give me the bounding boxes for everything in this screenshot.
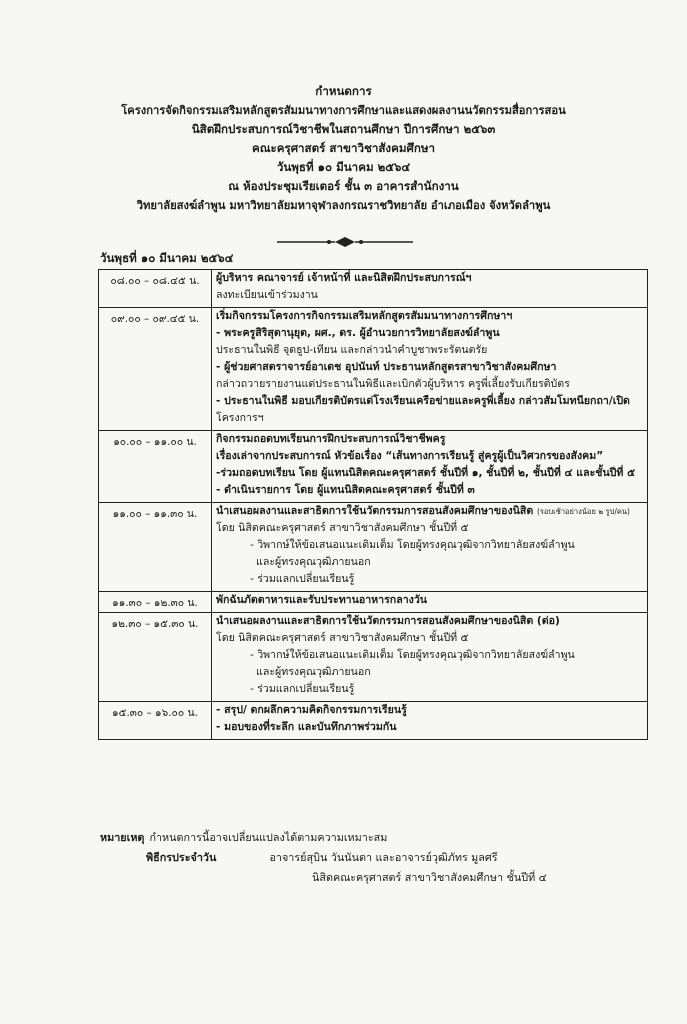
activity-text: กิจกรรมถอดบทเรียนการฝึกประสบการณ์วิชาชีพครู — [216, 433, 446, 445]
activity-text: โครงการฯ — [216, 412, 264, 424]
activity-line — [216, 287, 643, 304]
activity-line — [216, 613, 643, 630]
activity-text: โดย นิสิตคณะครุศาสตร์ สาขาวิชาสังคมศึกษา ชั้นปีที่ ๕ — [216, 522, 469, 534]
mc-names: อาจารย์สุบิน วันนันตา และอาจารย์วุฒิภัทร มูลศรี — [269, 851, 498, 864]
remark-text: กำหนดการนี้อาจเปลี่ยนแปลงได้ตามความเหมาะสม — [149, 831, 388, 844]
schedule-day-heading: วันพุธที่ ๑๐ มีนาคม ๒๕๖๔ — [100, 251, 234, 265]
activity-line — [216, 592, 643, 609]
header-institution: วิทยาลัยสงฆ์ลำพูน มหาวิทยาลัยมหาจุฬาลงกรณราชวิทยาลัย อำเภอเมือง จังหวัดลำพูน — [136, 199, 551, 212]
activity-text: และผู้ทรงคุณวุฒิภายนอก — [256, 556, 371, 568]
activity-line — [216, 503, 643, 520]
time-cell: ๐๙.๐๐ – ๐๙.๔๕ น. — [99, 308, 212, 431]
time-cell: ๐๘.๐๐ – ๐๘.๔๕ น. — [99, 270, 212, 308]
activity-line — [216, 393, 643, 410]
header-title: กำหนดการ — [315, 84, 372, 98]
activity-cell — [212, 592, 648, 613]
activity-line — [216, 571, 643, 588]
activity-text: เริ่มกิจกรรมโครงการกิจกรรมเสริมหลักสูตรสัมมนาทางการศึกษาฯ — [216, 310, 513, 322]
time-cell: ๑๐.๐๐ – ๑๑.๐๐ น. — [99, 431, 212, 503]
header-venue: ณ ห้องประชุมเรียเตอร์ ชั้น ๓ อาคารสำนักงาน — [228, 179, 459, 193]
time-cell: ๑๕.๓๐ – ๑๖.๐๐ น. — [99, 702, 212, 740]
activity-text: -ร่วมถอดบทเรียน โดย ผู้แทนนิสิตคณะครุศาสตร์ ชั้นปีที่ ๑, ชั้นปีที่ ๒, ชั้นปีที่ ๔ และชั้นปีที่ ๕ — [216, 467, 636, 479]
header-project-name: โครงการจัดกิจกรรมเสริมหลักสูตรสัมมนาทางการศึกษาและแสดงผลงานนวัตกรรมสื่อการสอน — [121, 104, 566, 117]
remark-label: หมายเหตุ — [100, 831, 145, 844]
activity-text: พักฉันภัตตาหารและรับประทานอาหารกลางวัน — [216, 594, 428, 606]
activity-line — [216, 465, 643, 482]
activity-cell — [212, 503, 648, 592]
activity-line — [216, 554, 643, 571]
activity-line — [216, 664, 643, 681]
header-participants: นิสิตฝึกประสบการณ์วิชาชีพในสถานศึกษา ปีการศึกษา ๒๕๖๓ — [191, 122, 496, 136]
remarks-section — [100, 828, 547, 888]
activity-text: - วิพากษ์ให้ข้อเสนอแนะเติมเต็ม โดยผู้ทรงคุณวุฒิจากวิทยาลัยสงฆ์ลำพูน — [250, 649, 575, 661]
table-row — [99, 503, 648, 592]
activity-line — [216, 630, 643, 647]
table-row — [99, 270, 648, 308]
document-header — [0, 82, 687, 215]
activity-line — [216, 719, 643, 736]
activity-line — [216, 410, 643, 427]
table-row — [99, 702, 648, 740]
activity-cell — [212, 613, 648, 702]
activity-text: - พระครูสิริสุตานุยุต, ผศ., ดร. ผู้อำนวยการวิทยาลัยสงฆ์ลำพูน — [216, 327, 500, 339]
activity-text: ผู้บริหาร คณาจารย์ เจ้าหน้าที่ และนิสิตฝึกประสบการณ์ฯ — [216, 272, 472, 284]
activity-line — [216, 482, 643, 499]
table-row — [99, 592, 648, 613]
activity-line — [216, 702, 643, 719]
activity-line — [216, 431, 643, 448]
mc-label: พิธีกรประจำวัน — [146, 851, 217, 864]
activity-line — [216, 342, 643, 359]
activity-line — [216, 537, 643, 554]
activity-cell — [212, 270, 648, 308]
ornament-divider-icon — [275, 236, 415, 248]
activity-text: ประธานในพิธี จุดธูป-เทียน และกล่าวนำคำบูชาพระรัตนตรัย — [216, 344, 488, 356]
activity-cell — [212, 308, 648, 431]
header-faculty: คณะครุศาสตร์ สาขาวิชาสังคมศึกษา — [251, 141, 436, 155]
activity-line — [216, 270, 643, 287]
activity-line — [216, 308, 643, 325]
activity-text: เรื่องเล่าจากประสบการณ์ หัวข้อเรื่อง “เส้นทางการเรียนรู้ สู่ครูผู้เป็นวิศวกรของสังคม” — [216, 450, 604, 462]
activity-line — [216, 681, 643, 698]
mc-affiliation: นิสิตคณะครุศาสตร์ สาขาวิชาสังคมศึกษา ชั้นปีที่ ๔ — [312, 871, 547, 884]
activity-line — [216, 520, 643, 537]
schedule-table — [98, 269, 648, 740]
activity-line — [216, 359, 643, 376]
activity-text: - มอบของที่ระลึก และบันทึกภาพร่วมกัน — [216, 721, 397, 733]
activity-text: - สรุป/ ตกผลึกความคิดกิจกรรมการเรียนรู้ — [216, 704, 407, 716]
activity-text: กล่าวถวายรายงานแด่ประธานในพิธีและเบิกตัวผู้บริหาร ครูพี่เลี้ยงรับเกียรติบัตร — [216, 378, 570, 390]
activity-text: - ผู้ช่วยศาสตราจารย์อาเดช อุปนันท์ ประธานหลักสูตรสาขาวิชาสังคมศึกษา — [216, 361, 557, 373]
activity-cell — [212, 431, 648, 503]
activity-text: โดย นิสิตคณะครุศาสตร์ สาขาวิชาสังคมศึกษา ชั้นปีที่ ๕ — [216, 632, 469, 644]
activity-text: - วิพากษ์ให้ข้อเสนอแนะเติมเต็ม โดยผู้ทรงคุณวุฒิจากวิทยาลัยสงฆ์ลำพูน — [250, 539, 575, 551]
activity-text: - ร่วมแลกเปลี่ยนเรียนรู้ — [250, 683, 355, 695]
activity-note: (รอบเช้าอย่างน้อย ๒ รูป/คน) — [536, 507, 630, 516]
activity-line — [216, 647, 643, 664]
activity-text: นำเสนอผลงานและสาธิตการใช้นวัตกรรมการสอนสังคมศึกษาของนิสิต (ต่อ) — [216, 615, 560, 627]
time-cell: ๑๑.๐๐ – ๑๑.๓๐ น. — [99, 503, 212, 592]
activity-line — [216, 376, 643, 393]
header-date: วันพุธที่ ๑๐ มีนาคม ๒๕๖๔ — [276, 160, 411, 174]
table-row — [99, 613, 648, 702]
activity-line — [216, 325, 643, 342]
table-row — [99, 431, 648, 503]
table-row — [99, 308, 648, 431]
activity-line — [216, 448, 643, 465]
time-cell: ๑๒.๓๐ – ๑๕.๓๐ น. — [99, 613, 212, 702]
activity-cell — [212, 702, 648, 740]
activity-text: ลงทะเบียนเข้าร่วมงาน — [216, 289, 318, 301]
activity-text: - ประธานในพิธี มอบเกียรติบัตรแด่โรงเรียนเครือข่ายและครูพี่เลี้ยง กล่าวสัมโมทนียกถา/เปิด — [216, 395, 630, 407]
activity-text: และผู้ทรงคุณวุฒิภายนอก — [256, 666, 371, 678]
activity-text: - ร่วมแลกเปลี่ยนเรียนรู้ — [250, 573, 355, 585]
time-cell: ๑๑.๓๐ – ๑๒.๓๐ น. — [99, 592, 212, 613]
activity-text: - ดำเนินรายการ โดย ผู้แทนนิสิตคณะครุศาสตร์ ชั้นปีที่ ๓ — [216, 484, 475, 496]
activity-text: นำเสนอผลงานและสาธิตการใช้นวัตกรรมการสอนสังคมศึกษาของนิสิต — [216, 505, 534, 517]
